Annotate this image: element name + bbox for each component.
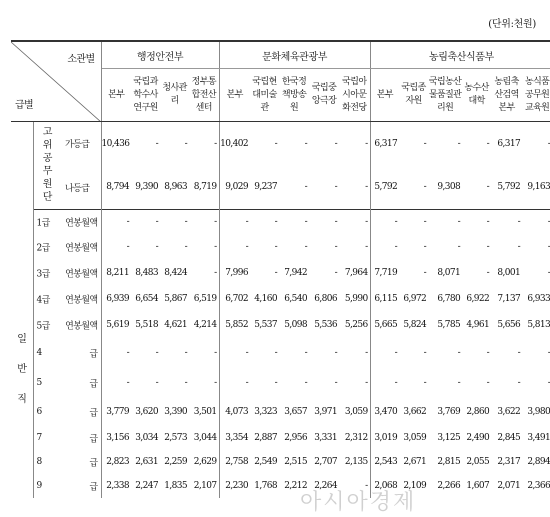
table-cell: 2,230 — [225, 480, 249, 491]
row-label — [33, 210, 101, 235]
agency-header: 정부통합전산센터 — [189, 69, 219, 122]
table-cell: 8,483 — [135, 267, 159, 278]
row-label-type: 연봉월액 — [65, 269, 98, 279]
agency-header: 국립아시아문화전당 — [339, 69, 370, 122]
table-cell: - — [457, 377, 461, 388]
table-cell: - — [184, 242, 188, 252]
table-cell: - — [428, 122, 462, 166]
row-label — [33, 312, 101, 338]
table-cell: 7,719 — [374, 267, 398, 278]
table-cell: 2,312 — [339, 426, 370, 450]
row-label-grade: 4 — [36, 347, 42, 358]
table-row — [11, 450, 550, 474]
table-cell: - — [339, 166, 370, 210]
table-cell: 1,768 — [254, 480, 278, 491]
table-cell: - — [423, 242, 427, 252]
table-row — [11, 474, 550, 498]
ministry-header: 농림축산식품부 — [370, 41, 550, 69]
table-cell: 9,308 — [437, 182, 461, 193]
table-cell: - — [339, 474, 370, 498]
agency-header: 국립과학수사연구원 — [131, 69, 160, 122]
table-cell: 2,490 — [466, 432, 490, 443]
table-row — [11, 260, 550, 286]
row-label: 가등급 — [61, 122, 101, 166]
table-row — [11, 286, 550, 312]
table-cell: 2,247 — [135, 480, 159, 491]
row-label-type: 급 — [89, 349, 98, 359]
table-cell: 3,044 — [189, 426, 219, 450]
table-cell: 2,549 — [254, 456, 278, 467]
table-cell: 6,654 — [135, 293, 159, 304]
table-cell: 3,491 — [527, 432, 550, 443]
table-cell: - — [423, 182, 427, 193]
corner-top-label: 소관별 — [67, 54, 95, 65]
row-label — [33, 235, 101, 260]
group-senior-text: 고위공무원단 — [42, 127, 52, 203]
table-cell: 2,887 — [254, 432, 278, 443]
table-cell: 5,813 — [527, 319, 550, 330]
table-cell: - — [522, 210, 550, 235]
table-cell: 3,331 — [314, 432, 338, 443]
table-cell: - — [522, 122, 550, 166]
table-cell: 4,961 — [466, 319, 490, 330]
table-cell: 3,156 — [106, 432, 130, 443]
table-cell: - — [491, 210, 522, 235]
table-cell: 5,536 — [314, 319, 338, 330]
row-label: 나등급 — [61, 166, 101, 210]
table-cell: 8,071 — [437, 267, 461, 278]
unit-label: (단위:천원) — [488, 19, 536, 30]
table-cell: - — [126, 347, 130, 358]
row-label-type: 연봉월액 — [65, 243, 98, 254]
table-cell: - — [155, 377, 159, 388]
table-cell: - — [155, 347, 159, 358]
table-cell: 3,059 — [339, 398, 370, 426]
table-cell: - — [184, 347, 188, 358]
agency-header: 국립종자원 — [399, 69, 428, 122]
table-cell: 4,214 — [189, 312, 219, 338]
table-row — [11, 312, 550, 338]
table-cell: 5,852 — [225, 319, 249, 330]
table-row — [11, 338, 550, 368]
table-cell: 7,996 — [225, 267, 249, 278]
table-cell: - — [131, 210, 160, 235]
table-cell: - — [339, 210, 370, 235]
agency-header: 한국정책방송원 — [279, 69, 309, 122]
table-cell: - — [245, 377, 249, 388]
agency-header: 농식품공무원교육원 — [522, 69, 550, 122]
table-cell: 8,424 — [164, 267, 188, 278]
table-cell: - — [250, 122, 279, 166]
agency-header: 청사관리 — [160, 69, 189, 122]
table-cell: 6,115 — [374, 293, 398, 304]
table-cell: 3,354 — [225, 432, 249, 443]
table-cell: - — [457, 347, 461, 358]
table-row — [11, 398, 550, 426]
table-cell: 10,436 — [101, 122, 131, 166]
table-cell: - — [339, 368, 370, 398]
table-cell: - — [394, 347, 398, 358]
table-cell: 3,390 — [164, 406, 188, 417]
table-cell: 2,956 — [284, 432, 308, 443]
table-cell: 3,662 — [403, 406, 427, 417]
table-cell: - — [189, 235, 219, 260]
table-cell: 8,719 — [189, 166, 219, 210]
table-cell: 3,470 — [374, 406, 398, 417]
table-row — [11, 210, 550, 235]
table-cell: - — [370, 210, 399, 235]
table-cell: - — [101, 210, 131, 235]
table-cell: - — [304, 242, 308, 252]
table-cell: - — [279, 122, 309, 166]
table-cell: 5,824 — [403, 319, 427, 330]
row-label-grade: 4급 — [36, 295, 50, 305]
group-general-text: 일반직 — [17, 333, 27, 405]
row-label-type: 급 — [89, 408, 98, 418]
table-cell: 8,794 — [106, 182, 130, 193]
table-cell: - — [517, 377, 521, 388]
table-cell: - — [309, 122, 339, 166]
table-cell: 2,845 — [497, 432, 521, 443]
table-cell: - — [219, 210, 250, 235]
table-cell: 5,867 — [164, 293, 188, 304]
row-label-type: 연봉월액 — [65, 295, 98, 305]
table-cell: - — [304, 377, 308, 388]
table-cell: - — [334, 242, 338, 252]
row-label-grade: 7 — [36, 432, 42, 443]
table-cell: 10,402 — [219, 122, 250, 166]
table-cell: - — [547, 347, 550, 358]
table-cell: 1,835 — [164, 480, 188, 491]
row-label — [33, 474, 101, 498]
table-cell: - — [274, 242, 278, 252]
row-label-grade: 1급 — [36, 218, 50, 229]
row-label-grade: 8 — [36, 456, 42, 467]
table-cell: - — [339, 122, 370, 166]
table-cell: - — [339, 338, 370, 368]
table-cell: 3,019 — [374, 432, 398, 443]
table-cell: 6,780 — [437, 293, 461, 304]
agency-header: 국립중앙극장 — [309, 69, 339, 122]
table-cell: 3,769 — [437, 406, 461, 417]
table-cell: - — [189, 122, 219, 166]
table-cell: - — [309, 210, 339, 235]
row-label-type: 급 — [89, 434, 98, 444]
table-cell: - — [160, 122, 189, 166]
row-label — [33, 338, 101, 368]
table-cell: - — [274, 347, 278, 358]
table-cell: - — [423, 267, 427, 278]
agency-header: 국립현대미술관 — [250, 69, 279, 122]
table-cell: 8,001 — [497, 267, 521, 278]
corner-bottom-label: 급별 — [15, 100, 34, 111]
table-cell: - — [339, 235, 370, 260]
table-cell: 2,135 — [339, 450, 370, 474]
table-cell: - — [131, 122, 160, 166]
row-label-grade: 3급 — [36, 269, 50, 279]
table-cell: - — [279, 210, 309, 235]
table-cell: 9,163 — [527, 182, 550, 193]
table-row — [11, 426, 550, 450]
row-label — [33, 426, 101, 450]
table-cell: 3,501 — [189, 398, 219, 426]
table-cell: - — [517, 347, 521, 358]
table-cell: - — [334, 182, 338, 193]
header-corner — [11, 41, 101, 122]
table-cell: 2,366 — [527, 480, 550, 491]
table-cell: 2,758 — [225, 456, 249, 467]
table-cell: 2,823 — [106, 456, 130, 467]
row-label-type: 연봉월액 — [65, 218, 98, 229]
table-cell: 6,972 — [403, 293, 427, 304]
table-cell: 7,942 — [284, 267, 308, 278]
table-cell: 3,059 — [403, 432, 427, 443]
row-label — [33, 286, 101, 312]
table-cell: - — [517, 242, 521, 252]
table-cell: 4,621 — [164, 319, 188, 330]
table-cell: - — [334, 347, 338, 358]
table-cell: - — [334, 267, 338, 278]
table-cell: 3,971 — [314, 406, 338, 417]
table-cell: 2,631 — [135, 456, 159, 467]
row-label-grade: 2급 — [36, 243, 50, 254]
agency-header: 본부 — [219, 69, 250, 122]
salary-table — [11, 40, 550, 498]
table-cell: - — [486, 182, 490, 193]
table-row — [11, 235, 550, 260]
table-cell: 1,607 — [466, 480, 490, 491]
table-cell: 7,964 — [339, 260, 370, 286]
table-cell: - — [399, 210, 428, 235]
table-cell: 6,519 — [189, 286, 219, 312]
table-cell: - — [189, 210, 219, 235]
table-cell: - — [245, 242, 249, 252]
table-cell: 5,537 — [254, 319, 278, 330]
table-cell: 9,390 — [135, 182, 159, 193]
table-cell: 2,107 — [189, 474, 219, 498]
table-cell: 2,894 — [527, 456, 550, 467]
watermark: 아시아경제 — [300, 490, 417, 515]
table-cell: - — [428, 210, 462, 235]
table-cell: - — [126, 242, 130, 252]
table-cell: 6,922 — [466, 293, 490, 304]
table-cell: 5,619 — [106, 319, 130, 330]
table-cell: 4,073 — [225, 406, 249, 417]
table-body — [11, 122, 550, 498]
table-cell: 8,963 — [164, 182, 188, 193]
table-cell: 2,815 — [437, 456, 461, 467]
table-cell: 3,323 — [254, 406, 278, 417]
table-cell: 2,543 — [374, 456, 398, 467]
table-cell: - — [486, 377, 490, 388]
table-cell: - — [423, 377, 427, 388]
agency-header: 농수산대학 — [462, 69, 491, 122]
table-cell: 2,707 — [314, 456, 338, 467]
table-cell: - — [184, 377, 188, 388]
table-cell: 5,785 — [437, 319, 461, 330]
table-cell: 6,939 — [106, 293, 130, 304]
table-row — [11, 368, 550, 398]
table-cell: 5,518 — [135, 319, 159, 330]
table-cell: 2,338 — [106, 480, 130, 491]
table-cell: - — [274, 377, 278, 388]
table-cell: - — [486, 347, 490, 358]
row-label-grade: 5급 — [36, 321, 50, 331]
table-row — [11, 166, 550, 210]
table-cell: 9,029 — [225, 182, 249, 193]
agency-header: 국립농산물품질관리원 — [428, 69, 462, 122]
row-label — [33, 398, 101, 426]
table-cell: 2,573 — [164, 432, 188, 443]
row-label — [33, 260, 101, 286]
ministry-header: 행정안전부 — [101, 41, 219, 69]
agency-header: 본부 — [101, 69, 131, 122]
row-label-type: 연봉월액 — [65, 321, 98, 331]
table-cell: 7,137 — [497, 293, 521, 304]
table-cell: 2,629 — [189, 450, 219, 474]
table-cell: 5,665 — [374, 319, 398, 330]
table-cell: - — [304, 182, 308, 193]
table-cell: - — [486, 242, 490, 252]
table-cell: - — [304, 347, 308, 358]
table-cell: - — [394, 377, 398, 388]
table-cell: - — [462, 210, 491, 235]
table-cell: 3,657 — [284, 406, 308, 417]
table-cell: - — [547, 242, 550, 252]
table-cell: - — [126, 377, 130, 388]
table-cell: 6,806 — [314, 293, 338, 304]
table-cell: - — [274, 267, 278, 278]
table-cell: 6,540 — [284, 293, 308, 304]
table-cell: 3,620 — [135, 406, 159, 417]
table-cell: 2,259 — [164, 456, 188, 467]
table-cell: 3,779 — [106, 406, 130, 417]
table-cell: - — [423, 347, 427, 358]
table-cell: 5,656 — [497, 319, 521, 330]
table-cell: 6,933 — [527, 293, 550, 304]
table-cell: 2,071 — [497, 480, 521, 491]
ministry-header: 문화체육관광부 — [219, 41, 370, 69]
row-label-grade: 9 — [36, 480, 42, 491]
table-cell: - — [189, 368, 219, 398]
table-cell: 2,317 — [497, 456, 521, 467]
group-general-label — [11, 122, 33, 498]
table-cell: 5,256 — [339, 312, 370, 338]
group-senior-label — [33, 122, 61, 210]
table-cell: 5,792 — [374, 182, 398, 193]
row-label — [33, 368, 101, 398]
table-cell: 3,034 — [135, 432, 159, 443]
table-cell: 2,055 — [466, 456, 490, 467]
table-cell: 3,622 — [497, 406, 521, 417]
table-cell: - — [245, 347, 249, 358]
table-cell: 3,980 — [527, 406, 550, 417]
table-cell: 2,264 — [314, 480, 338, 491]
table-cell: 5,792 — [497, 182, 521, 193]
row-label — [33, 450, 101, 474]
table-cell: - — [399, 122, 428, 166]
row-label-type: 급 — [89, 379, 98, 389]
row-label-grade: 6 — [36, 406, 42, 417]
table-cell: - — [334, 377, 338, 388]
table-cell: 5,990 — [339, 286, 370, 312]
table-cell: 5,098 — [284, 319, 308, 330]
table-cell: 2,266 — [437, 480, 461, 491]
table-cell: 2,212 — [284, 480, 308, 491]
table-cell: 2,109 — [403, 480, 427, 491]
table-cell: - — [547, 377, 550, 388]
table-cell: - — [486, 267, 490, 278]
table-cell: - — [160, 210, 189, 235]
table-cell: 6,317 — [370, 122, 399, 166]
table-cell: - — [394, 242, 398, 252]
table-cell: 2,515 — [284, 456, 308, 467]
table-cell: - — [189, 338, 219, 368]
table-cell: 4,160 — [254, 293, 278, 304]
table-cell: 6,317 — [491, 122, 522, 166]
table-cell: - — [462, 122, 491, 166]
table-cell: 8,211 — [106, 267, 130, 278]
table-cell: - — [547, 267, 550, 278]
table-cell: 3,125 — [437, 432, 461, 443]
table-cell: - — [155, 242, 159, 252]
agency-header: 본부 — [370, 69, 399, 122]
row-label-type: 급 — [89, 482, 98, 492]
table-cell: - — [250, 210, 279, 235]
table-cell: 2,671 — [403, 456, 427, 467]
table-cell: 2,068 — [374, 480, 398, 491]
table-row — [11, 122, 550, 166]
row-label-grade: 5 — [36, 377, 42, 388]
table-cell: 9,237 — [254, 182, 278, 193]
agency-header: 농림축산검역본부 — [491, 69, 522, 122]
table-cell: - — [189, 260, 219, 286]
row-label-type: 급 — [89, 458, 98, 468]
table-cell: 6,702 — [225, 293, 249, 304]
table-cell: - — [457, 242, 461, 252]
table-cell: 2,860 — [466, 406, 490, 417]
